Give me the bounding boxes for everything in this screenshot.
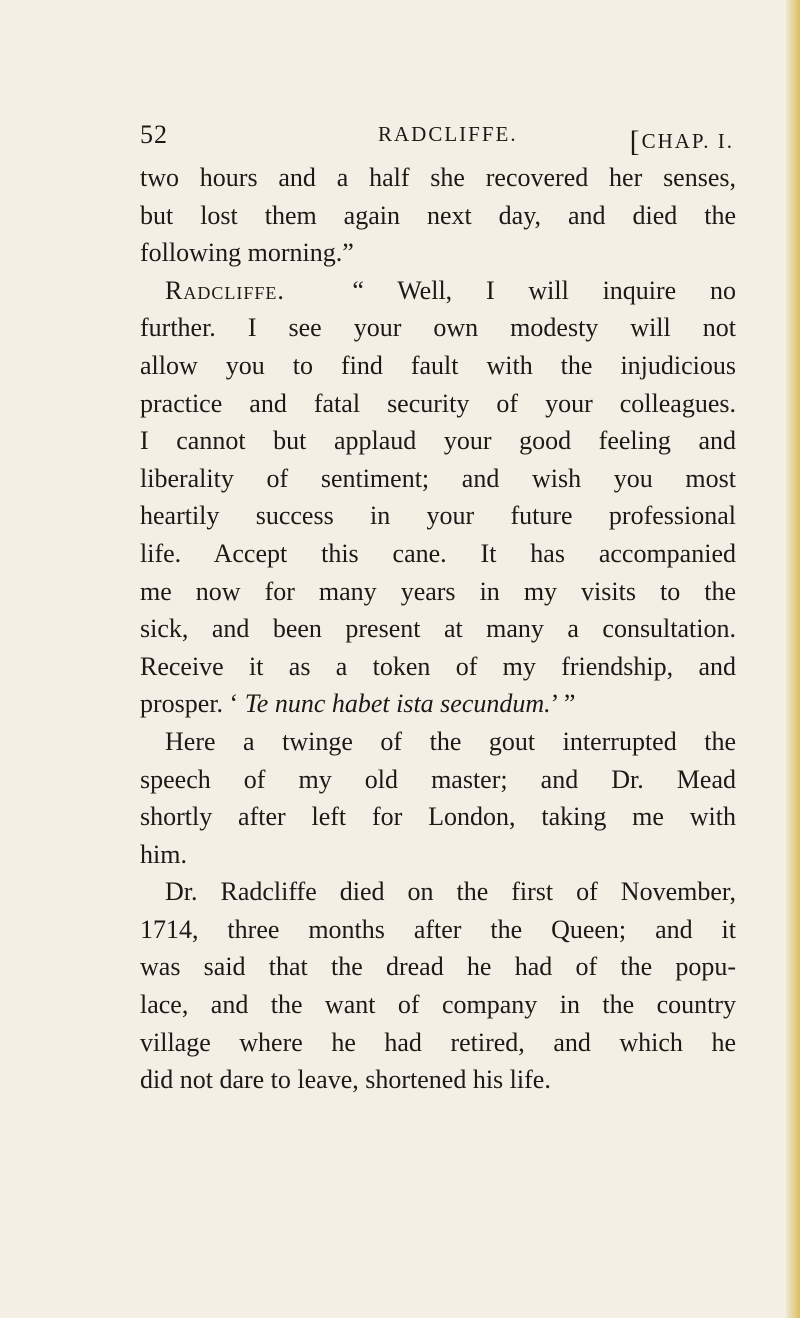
text-line: village where he had retired, and which he [140,1027,736,1057]
text-line: lace, and the want of company in the country [140,990,736,1020]
text-line: him. [140,839,187,869]
running-title: RADCLIFFE. [378,122,518,146]
text-line [140,272,736,310]
text-line: speech of my old master; and Dr. Mead [140,764,736,794]
chapter-text: CHAP. I. [641,129,734,153]
text-line: sick, and been present at many a consultation. [140,614,736,644]
running-head [140,120,734,160]
body-text [140,159,736,1099]
chapter-bracket: [ [629,125,642,158]
text-line: me now for many years in my visits to the [140,576,736,606]
text-line: practice and fatal security of your colleagues. [140,388,736,418]
text-line: two hours and a half she recovered her senses, [140,163,736,192]
page-number: 52 [140,120,168,149]
text-line: shortly after left for London, taking me with [140,802,736,832]
text-line: life. Accept this cane. It has accompanied [140,538,736,568]
text-line: allow you to find fault with the injudicious [140,350,736,380]
text-line: I cannot but applaud your good feeling and [140,426,736,456]
text-line: Receive it as a token of my friendship, and [140,651,736,681]
text-line: but lost them again next day, and died the [140,200,736,230]
chapter-label [630,122,734,156]
text-line: following morning.” [140,238,354,268]
latin-quote: Te nunc habet ista secundum. [244,689,551,719]
line-text-after: ’ ” [550,689,576,719]
text-line: was said that the dread he had of the popu- [140,952,736,982]
text-line: 1714, three months after the Queen; and it [140,914,736,944]
line-text: prosper. ‘ [140,689,239,719]
speaker-name: Radcliffe. [165,275,285,305]
line-text: “ Well, I will inquire no [352,275,736,305]
text-line: further. I see your own modesty will not [140,313,736,343]
text-line [140,685,736,723]
text-line: heartily success in your future professional [140,501,736,531]
text-line: Here a twinge of the gout interrupted the [165,726,736,756]
text-line: liberality of sentiment; and wish you most [140,463,736,493]
page-edge [786,0,800,1318]
text-line: Dr. Radcliffe died on the first of November, [165,877,736,907]
text-line: did not dare to leave, shortened his life. [140,1065,551,1095]
